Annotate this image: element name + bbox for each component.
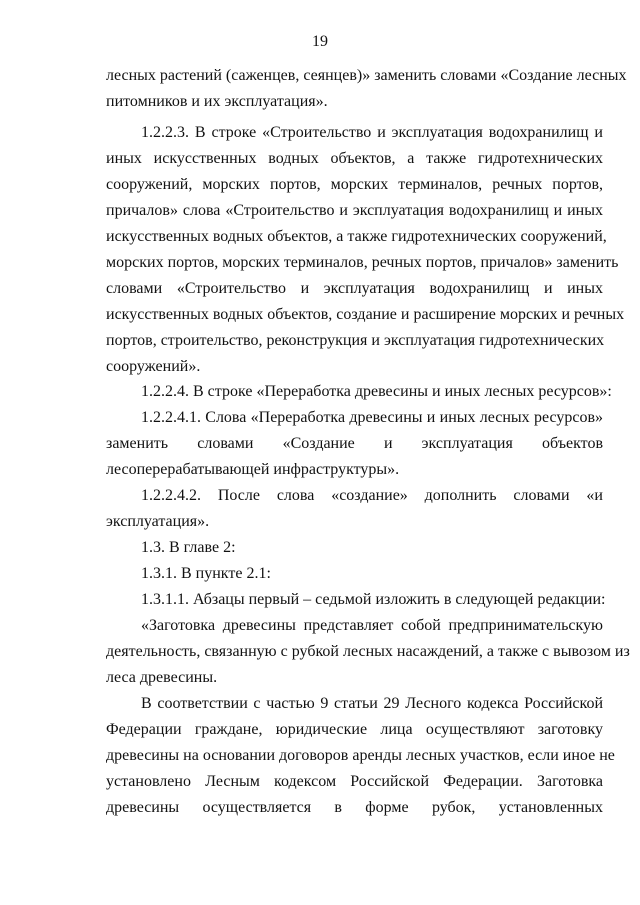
text-line: искусственных водных объектов, создание и расширение морских и речных (106, 306, 625, 323)
text-line: 1.2.2.4.2. После слова «создание» дополнить словами «и (141, 487, 603, 504)
text-line: лесных растений (саженцев, сеянцев)» заменить словами «Создание лесных (106, 67, 627, 84)
text-line: 1.3. В главе 2: (141, 539, 236, 556)
page-number: 19 (312, 33, 328, 50)
text-line: искусственных водных объектов, а также гидротехнических сооружений, (106, 228, 607, 245)
text-line: леса древесины. (106, 669, 218, 686)
text-line: иных искусственных водных объектов, а также гидротехнических (106, 150, 603, 167)
text-line: древесины на основании договоров аренды лесных участков, если иное не (106, 747, 615, 764)
text-line: портов, строительство, реконструкция и эксплуатация гидротехнических (106, 332, 605, 349)
text-line: установлено Лесным кодексом Российской Федерации. Заготовка (106, 773, 603, 790)
text-line: лесоперерабатывающей инфраструктуры». (106, 461, 400, 478)
text-line: древесины осуществляется в форме рубок, установленных (106, 799, 603, 816)
text-line: 1.3.1.1. Абзацы первый – седьмой изложить в следующей редакции: (141, 591, 606, 608)
text-line: сооружений». (106, 358, 201, 375)
text-line: причалов» слова «Строительство и эксплуатация водохранилищ и иных (106, 202, 603, 219)
text-line: сооружений, морских портов, морских терминалов, речных портов, (106, 176, 603, 193)
text-line: словами «Строительство и эксплуатация водохранилищ и иных (106, 280, 603, 297)
text-line: «Заготовка древесины представляет собой предпринимательскую (141, 617, 603, 634)
text-line: 1.2.2.4. В строке «Переработка древесины и иных лесных ресурсов»: (141, 383, 612, 400)
text-line: заменить словами «Создание и эксплуатация объектов (106, 435, 603, 452)
text-line: 1.2.2.4.1. Слова «Переработка древесины и иных лесных ресурсов» (141, 409, 603, 426)
text-line: деятельность, связанную с рубкой лесных насаждений, а также с вывозом из (106, 643, 630, 660)
text-line: В соответствии с частью 9 статьи 29 Лесного кодекса Российской (141, 695, 603, 712)
text-line: 1.2.2.3. В строке «Строительство и эксплуатация водохранилищ и (141, 124, 603, 141)
text-line: 1.3.1. В пункте 2.1: (141, 565, 271, 582)
text-line: эксплуатация». (106, 513, 210, 530)
text-line: морских портов, морских терминалов, речных портов, причалов» заменить (106, 254, 619, 271)
text-line: питомников и их эксплуатация». (106, 93, 328, 110)
text-line: Федерации граждане, юридические лица осуществляют заготовку (106, 721, 603, 738)
